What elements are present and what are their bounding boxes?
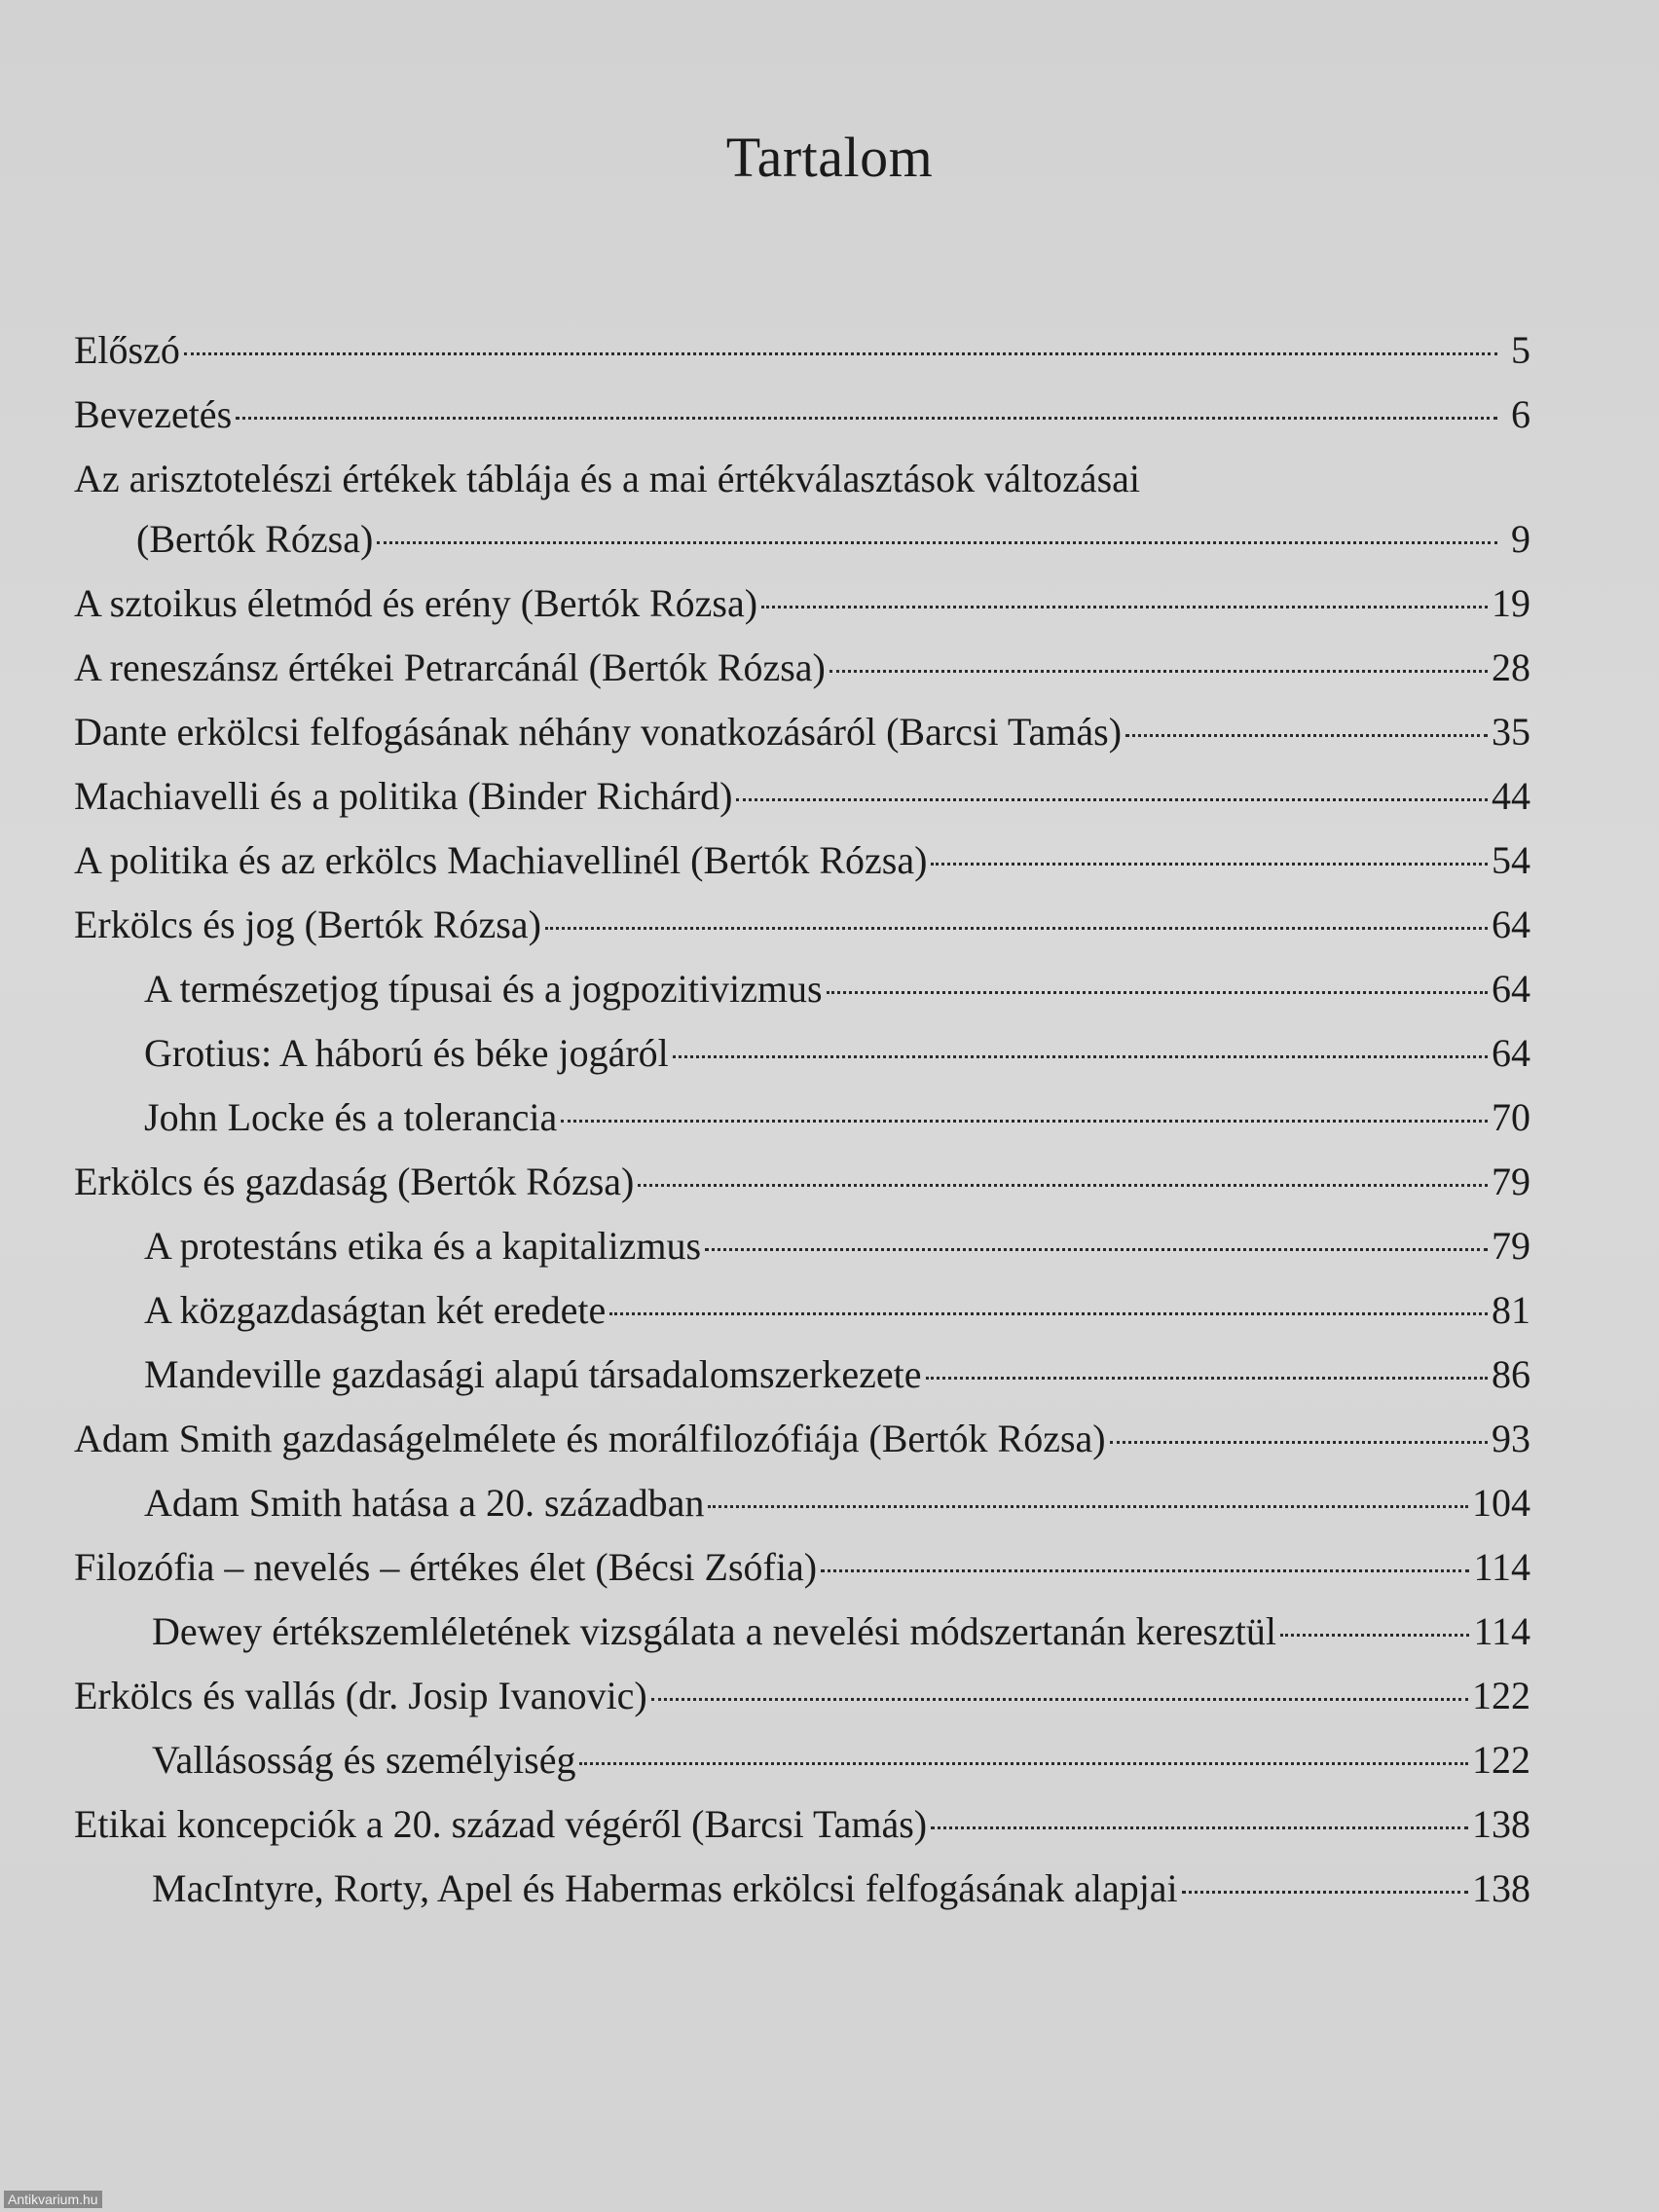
toc-page-number: 19 bbox=[1492, 581, 1530, 625]
dot-leader bbox=[1182, 1891, 1468, 1894]
toc-page-number: 104 bbox=[1472, 1481, 1530, 1525]
toc-page-number: 79 bbox=[1492, 1160, 1530, 1203]
toc-page-number: 70 bbox=[1492, 1095, 1530, 1139]
toc-entry-label: Erkölcs és vallás (dr. Josip Ivanovic) bbox=[74, 1674, 647, 1717]
toc-entry-label: Dante erkölcsi felfogásának néhány vonatkozásáról (Barcsi Tamás) bbox=[74, 710, 1123, 754]
toc-subentry bbox=[74, 1482, 1530, 1546]
dot-leader bbox=[705, 1248, 1488, 1251]
toc-page-number: 28 bbox=[1492, 645, 1530, 689]
dot-leader bbox=[1110, 1441, 1488, 1444]
toc-entry bbox=[74, 839, 1530, 903]
toc-subentry bbox=[74, 968, 1530, 1032]
dot-leader bbox=[827, 991, 1488, 994]
toc-entry-label: A protestáns etika és a kapitalizmus bbox=[144, 1224, 702, 1268]
toc-entry bbox=[74, 582, 1530, 646]
toc-entry-label: Erkölcs és gazdaság (Bertók Rózsa) bbox=[74, 1160, 635, 1203]
toc-entry-label: Vallásosság és személyiség bbox=[152, 1738, 576, 1782]
toc-page-number: 138 bbox=[1472, 1802, 1530, 1846]
toc-entry-label: John Locke és a tolerancia bbox=[144, 1095, 558, 1139]
toc-page-number: 122 bbox=[1472, 1738, 1530, 1782]
dot-leader bbox=[561, 1120, 1488, 1123]
dot-leader bbox=[931, 1826, 1468, 1829]
toc-entry bbox=[74, 458, 1530, 518]
dot-leader bbox=[821, 1569, 1469, 1572]
toc-page-number: 93 bbox=[1492, 1417, 1530, 1460]
dot-leader bbox=[736, 798, 1488, 801]
toc-entry-label: A természetjog típusai és a jogpozitivizmus bbox=[144, 967, 823, 1011]
toc-entry-label: A sztoikus életmód és erény (Bertók Rózsa) bbox=[74, 581, 758, 625]
toc-page-number: 79 bbox=[1492, 1224, 1530, 1268]
toc-entry-label: Dewey értékszemléletének vizsgálata a nevelési módszertanán keresztül bbox=[152, 1609, 1276, 1653]
toc-page-number: 114 bbox=[1473, 1609, 1530, 1653]
toc-subentry bbox=[74, 1353, 1530, 1418]
dot-leader bbox=[926, 1377, 1489, 1380]
dot-leader bbox=[609, 1312, 1488, 1315]
toc-entry-label: A közgazdaságtan két eredete bbox=[144, 1288, 607, 1332]
toc-page-number: 81 bbox=[1492, 1288, 1530, 1332]
dot-leader bbox=[579, 1762, 1468, 1765]
toc-entry-label: Bevezetés bbox=[74, 392, 233, 436]
toc-entry-label: (Bertók Rózsa) bbox=[136, 517, 374, 561]
toc-page-number: 138 bbox=[1472, 1866, 1530, 1910]
toc-subentry bbox=[74, 1225, 1530, 1289]
toc-page-number: 54 bbox=[1492, 838, 1530, 882]
toc-entry-label: Adam Smith gazdaságelmélete és morálfilozófiája (Bertók Rózsa) bbox=[74, 1417, 1106, 1460]
toc-entry-label: Erkölcs és jog (Bertók Rózsa) bbox=[74, 903, 541, 946]
toc-subentry bbox=[74, 1610, 1530, 1675]
toc-page-number: 44 bbox=[1492, 774, 1530, 818]
toc-page-number: 6 bbox=[1511, 392, 1530, 436]
toc-entry-label: A reneszánsz értékei Petrarcánál (Bertók Rózsa) bbox=[74, 645, 826, 689]
dot-leader bbox=[1280, 1634, 1469, 1637]
dot-leader bbox=[1125, 734, 1488, 737]
dot-leader bbox=[236, 417, 1497, 420]
toc-entry-label: Adam Smith hatása a 20. században bbox=[144, 1481, 705, 1525]
toc-entry-label: Mandeville gazdasági alapú társadalomszerkezete bbox=[144, 1352, 922, 1396]
toc-entry bbox=[74, 1803, 1530, 1867]
toc-subentry bbox=[74, 1096, 1530, 1161]
toc-page-number: 122 bbox=[1472, 1674, 1530, 1717]
dot-leader bbox=[638, 1184, 1488, 1187]
toc-entry bbox=[74, 1418, 1530, 1482]
toc-page-number: 114 bbox=[1473, 1545, 1530, 1589]
toc-entry-label: Etikai koncepciók a 20. század végéről (Barcsi Tamás) bbox=[74, 1802, 928, 1846]
toc-entry bbox=[74, 329, 1530, 393]
toc-page-number: 5 bbox=[1511, 328, 1530, 372]
toc-page-number: 64 bbox=[1492, 1031, 1530, 1075]
dot-leader bbox=[830, 670, 1488, 673]
toc-subentry bbox=[74, 1032, 1530, 1096]
dot-leader bbox=[931, 863, 1488, 866]
toc-subentry bbox=[74, 1739, 1530, 1803]
toc-entry bbox=[74, 903, 1530, 968]
toc-page-number: 35 bbox=[1492, 710, 1530, 754]
toc-entry-label: MacIntyre, Rorty, Apel és Habermas erkölcsi felfogásának alapjai bbox=[152, 1866, 1178, 1910]
dot-leader bbox=[545, 927, 1488, 930]
dot-leader bbox=[184, 352, 1497, 355]
dot-leader bbox=[673, 1055, 1488, 1058]
toc-entry bbox=[74, 518, 1530, 582]
toc-entry-label: Grotius: A háború és béke jogáról bbox=[144, 1031, 669, 1075]
toc-subentry bbox=[74, 1867, 1530, 1932]
toc-entry bbox=[74, 1546, 1530, 1610]
toc-entry bbox=[74, 393, 1530, 458]
toc-entry-label: A politika és az erkölcs Machiavellinél (Bertók Rózsa) bbox=[74, 838, 928, 882]
toc-entry-label: Előszó bbox=[74, 328, 180, 372]
page-title: Tartalom bbox=[725, 126, 934, 189]
toc-entry bbox=[74, 646, 1530, 711]
dot-leader bbox=[761, 606, 1488, 608]
toc-page-number: 9 bbox=[1511, 517, 1530, 561]
toc-page-number: 64 bbox=[1492, 903, 1530, 946]
toc-page-number: 86 bbox=[1492, 1352, 1530, 1396]
toc-subentry bbox=[74, 1289, 1530, 1353]
dot-leader bbox=[651, 1698, 1468, 1701]
toc-entry bbox=[74, 1161, 1530, 1225]
table-of-contents bbox=[74, 329, 1530, 1932]
watermark: Antikvarium.hu bbox=[4, 2191, 102, 2208]
dot-leader bbox=[708, 1505, 1468, 1508]
toc-entry bbox=[74, 1675, 1530, 1739]
toc-entry-label: Machiavelli és a politika (Binder Richárd) bbox=[74, 774, 733, 818]
dot-leader bbox=[377, 541, 1497, 544]
toc-entry bbox=[74, 775, 1530, 839]
toc-entry bbox=[74, 711, 1530, 775]
toc-entry-label: Filozófia – nevelés – értékes élet (Bécsi Zsófia) bbox=[74, 1545, 818, 1589]
toc-page-number: 64 bbox=[1492, 967, 1530, 1011]
toc-entry-label: Az arisztotelészi értékek táblája és a mai értékválasztások változásai bbox=[74, 457, 1141, 500]
